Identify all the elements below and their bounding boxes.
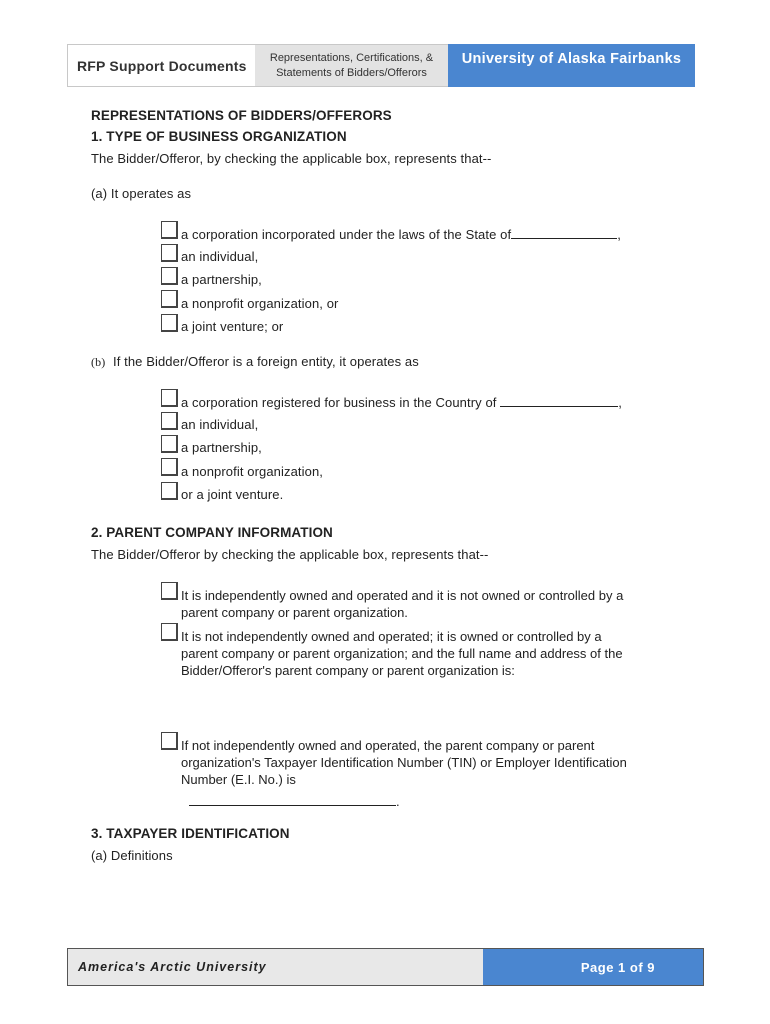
option-parent-owned-line2: parent company or parent organization; and the full name and address of the: [181, 646, 623, 661]
option-parent-tin-line2: organization's Taxpayer Identification Number (TIN) or Employer Identification: [181, 755, 627, 770]
option-a-corporation: [181, 226, 621, 242]
checkbox-b-corporation[interactable]: [161, 389, 178, 407]
document-header: [67, 44, 695, 87]
header-subject-line1: Representations, Certifications, &: [269, 51, 434, 64]
option-a-joint-venture: a joint venture; or: [181, 319, 284, 334]
tin-blank-row: [189, 793, 400, 809]
option-parent-tin-line3: Number (E.I. No.) is: [181, 772, 296, 787]
checkbox-b-joint-venture[interactable]: [161, 482, 178, 500]
country-blank[interactable]: [500, 394, 618, 407]
option-parent-owned-line3: Bidder/Offeror's parent company or parent organization is:: [181, 663, 515, 678]
checkbox-b-nonprofit[interactable]: [161, 458, 178, 476]
checkbox-b-partnership[interactable]: [161, 435, 178, 453]
option-parent-independent-line2: parent company or parent organization.: [181, 605, 408, 620]
s2-heading: 2. PARENT COMPANY INFORMATION: [91, 525, 333, 540]
checkbox-parent-tin[interactable]: [161, 732, 178, 750]
option-a-individual: an individual,: [181, 249, 259, 264]
checkbox-parent-owned[interactable]: [161, 623, 178, 641]
option-a-partnership: a partnership,: [181, 272, 262, 287]
checkbox-a-joint-venture[interactable]: [161, 314, 178, 332]
checkbox-parent-independent[interactable]: [161, 582, 178, 600]
option-parent-tin-line1: If not independently owned and operated, the parent company or parent: [181, 738, 595, 753]
s3-a-label: (a) Definitions: [91, 848, 173, 863]
s1-heading: 1. TYPE OF BUSINESS ORGANIZATION: [91, 129, 347, 144]
option-b-comma: ,: [618, 395, 622, 410]
option-b-individual: an individual,: [181, 417, 259, 432]
header-doc-subject: [255, 44, 448, 87]
checkbox-a-partnership[interactable]: [161, 267, 178, 285]
checkbox-a-corporation[interactable]: [161, 221, 178, 239]
header-doc-type: RFP Support Documents: [67, 44, 255, 87]
s2-intro: The Bidder/Offeror by checking the applicable box, represents that--: [91, 547, 489, 562]
header-subject-line2: Statements of Bidders/Offerors: [276, 66, 427, 79]
s3-heading: 3. TAXPAYER IDENTIFICATION: [91, 826, 290, 841]
s1-b-label: If the Bidder/Offeror is a foreign entity, it operates as: [113, 354, 419, 369]
tin-blank[interactable]: [189, 793, 396, 806]
tin-period: .: [396, 794, 400, 809]
s1-b-marker: (b): [91, 355, 106, 369]
s1-a-label: (a) It operates as: [91, 186, 192, 201]
document-footer: [67, 948, 704, 986]
option-a-comma: ,: [617, 227, 621, 242]
checkbox-b-individual[interactable]: [161, 412, 178, 430]
checkbox-a-nonprofit[interactable]: [161, 290, 178, 308]
option-parent-owned: [181, 628, 623, 679]
option-parent-tin: [181, 737, 627, 788]
option-b-joint-venture: or a joint venture.: [181, 487, 284, 502]
state-blank[interactable]: [511, 226, 617, 239]
footer-page-number: Page 1 of 9: [483, 949, 703, 985]
option-b-corporation: [181, 394, 622, 410]
option-parent-independent: [181, 587, 623, 621]
option-parent-independent-line1: It is independently owned and operated and it is not owned or controlled by a: [181, 588, 624, 603]
footer-tagline: America's Arctic University: [68, 949, 483, 985]
section-title: REPRESENTATIONS OF BIDDERS/OFFERORS: [91, 108, 392, 123]
s1-intro: The Bidder/Offeror, by checking the applicable box, represents that--: [91, 151, 492, 166]
option-parent-owned-line1: It is not independently owned and operated; it is owned or controlled by a: [181, 629, 602, 644]
checkbox-a-individual[interactable]: [161, 244, 178, 262]
header-university: University of Alaska Fairbanks: [448, 44, 695, 87]
option-a-corporation-label: a corporation incorporated under the laws of the State of: [181, 227, 512, 242]
option-b-nonprofit: a nonprofit organization,: [181, 464, 323, 479]
option-b-corporation-label: a corporation registered for business in the Country of: [181, 395, 497, 410]
option-a-nonprofit: a nonprofit organization, or: [181, 296, 339, 311]
option-b-partnership: a partnership,: [181, 440, 262, 455]
